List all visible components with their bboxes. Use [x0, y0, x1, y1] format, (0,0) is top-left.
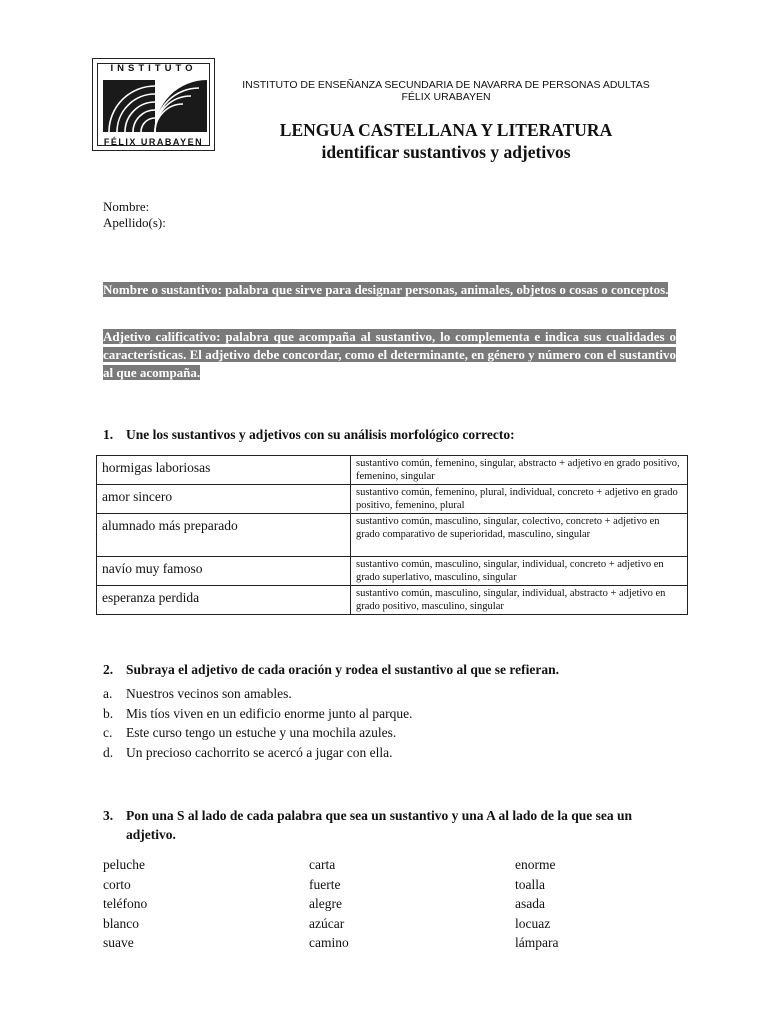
list-item — [103, 723, 412, 743]
word-item: suave — [103, 935, 134, 950]
table-cell-left: alumnado más preparado — [97, 514, 351, 557]
word-item: asada — [515, 896, 545, 911]
institution-name: INSTITUTO DE ENSEÑANZA SECUNDARIA DE NAVARRA DE PERSONAS ADULTAS — [242, 79, 650, 91]
question-3-text: Pon una S al lado de cada palabra que sea un sustantivo y una A al lado de la que sea un adjetivo. — [126, 808, 633, 842]
table-cell-left: esperanza perdida — [97, 586, 351, 615]
word-item: enorme — [515, 857, 556, 872]
institution-name-2: FÉLIX URABAYEN — [401, 91, 491, 103]
table-cell-right: sustantivo común, femenino, singular, abstracto + adjetivo en grado positivo, femenino, singular — [351, 456, 688, 485]
question-2-number: 2. — [103, 662, 114, 677]
word-item: teléfono — [103, 896, 148, 911]
logo-bottom-text: FÉLIX URABAYEN — [103, 137, 204, 147]
list-item — [103, 743, 412, 763]
list-item-text: Un precioso cachorrito se acercó a jugar con ella. — [126, 745, 393, 761]
table-cell-left: hormigas laboriosas — [97, 456, 351, 485]
word-item: peluche — [103, 857, 145, 872]
question-2 — [103, 660, 676, 679]
question-2-text: Subraya el adjetivo de cada oración y rodea el sustantivo al que se refieran. — [126, 662, 559, 677]
word-item: toalla — [515, 876, 545, 892]
list-item-letter: c. — [103, 725, 113, 741]
table-cell-left: amor sincero — [97, 485, 351, 514]
list-item-letter: a. — [103, 686, 113, 701]
list-item-text: Nuestros vecinos son amables. — [126, 686, 292, 701]
logo-top-text: INSTITUTO — [110, 63, 197, 74]
question-3 — [103, 806, 676, 844]
word-column-1 — [103, 855, 147, 953]
definition-adjetivo-text: Adjetivo calificativo: palabra que acompaña al sustantivo, lo complementa e indica sus cualidades o características. El adjetivo debe concordar, como el determinante, en género y número con el sustantivo al que acompaña. — [103, 329, 676, 380]
word-item: corto — [103, 876, 131, 892]
apellidos-label: Apellido(s): — [103, 215, 166, 230]
definition-sustantivo-text: Nombre o sustantivo: palabra que sirve para designar personas, animales, objetos o cosas o conceptos. — [103, 282, 669, 297]
word-item: locuaz — [515, 915, 551, 931]
table-row — [97, 586, 688, 615]
word-item: carta — [309, 857, 336, 872]
table-cell-right: sustantivo común, masculino, singular, individual, abstracto + adjetivo en grado positivo, masculino, singular — [351, 586, 688, 615]
table-cell-left: navío muy famoso — [97, 557, 351, 586]
word-item: azúcar — [309, 915, 345, 931]
table-row — [97, 514, 688, 557]
word-item: lámpara — [515, 935, 559, 950]
list-item-letter: d. — [103, 745, 114, 761]
question-3-number: 3. — [103, 808, 114, 823]
word-item: blanco — [103, 915, 139, 931]
table-row — [97, 456, 688, 485]
sentence-list — [103, 684, 412, 763]
list-item-text: Mis tíos viven en un edificio enorme junto al parque. — [126, 705, 413, 721]
page-title: LENGUA CASTELLANA Y LITERATURA — [279, 120, 613, 140]
word-item: camino — [309, 935, 349, 950]
table-cell-right: sustantivo común, femenino, plural, individual, concreto + adjetivo en grado positivo, femenino, plural — [351, 485, 688, 514]
matching-table — [96, 455, 688, 615]
school-logo — [92, 58, 215, 151]
table-cell-right: sustantivo común, masculino, singular, colectivo, concreto + adjetivo en grado comparativo de superioridad, masculino, singular — [351, 514, 688, 557]
list-item-text: Este curso tengo un estuche y una mochila azules. — [126, 725, 397, 741]
table-cell-right: sustantivo común, masculino, singular, individual, concreto + adjetivo en grado superlativo, masculino, singular — [351, 557, 688, 586]
definition-adjetivo — [103, 328, 676, 382]
list-item — [103, 704, 412, 724]
question-1-number: 1. — [103, 427, 114, 442]
table-row — [97, 557, 688, 586]
word-item: alegre — [309, 896, 342, 911]
table-row — [97, 485, 688, 514]
nombre-label: Nombre: — [103, 199, 150, 214]
logo-emblem-icon — [99, 75, 210, 137]
question-1-text: Une los sustantivos y adjetivos con su análisis morfológico correcto: — [126, 427, 515, 442]
definition-sustantivo — [103, 281, 676, 299]
word-column-2 — [309, 855, 349, 953]
page-subtitle: identificar sustantivos y adjetivos — [321, 142, 571, 162]
word-column-3 — [515, 855, 558, 953]
word-item: fuerte — [309, 876, 341, 892]
list-item-letter: b. — [103, 705, 114, 721]
list-item — [103, 684, 412, 704]
question-1 — [103, 425, 676, 444]
